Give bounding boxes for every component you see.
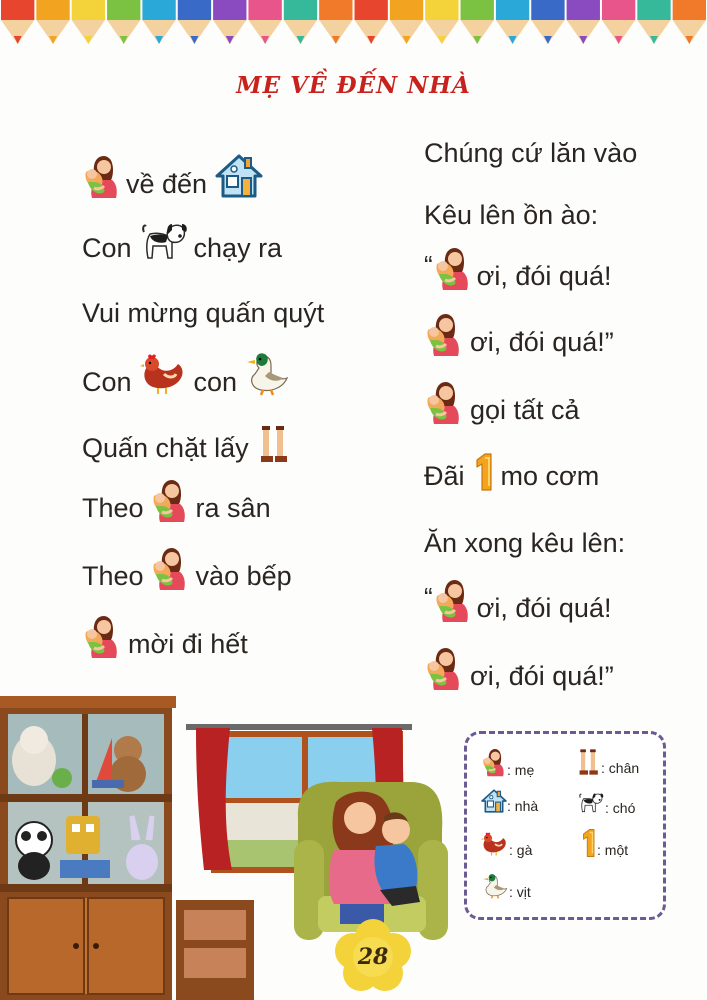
- poem-line-8: mời đi hết: [82, 612, 248, 660]
- pencil-lead: [226, 36, 234, 44]
- poem-line-3: Vui mừng quấn quýt: [82, 298, 325, 328]
- pencil-lead: [296, 36, 304, 44]
- duck-icon: [243, 346, 291, 398]
- mom-icon: [433, 244, 473, 292]
- legs-icon: [255, 424, 291, 464]
- number-one-icon: [579, 828, 597, 858]
- icon-legend: [464, 731, 666, 920]
- poem-line-r7: Ăn xong kêu lên:: [424, 528, 626, 558]
- mom-icon: [424, 644, 464, 692]
- pencil-lead: [685, 36, 693, 44]
- house-icon: [481, 788, 507, 814]
- pencil-body: [248, 0, 281, 20]
- legend-item-chan: : chân: [575, 748, 639, 776]
- pencil-lead: [403, 36, 411, 44]
- pencil-body: [531, 0, 564, 20]
- dog-icon: [577, 788, 605, 816]
- pencil-lead: [509, 36, 517, 44]
- pencil-body: [284, 0, 317, 20]
- mom-icon: [150, 544, 190, 592]
- house-icon: [215, 152, 263, 200]
- pencil-lead: [473, 36, 481, 44]
- page-number-badge: [334, 926, 412, 992]
- pencil-body: [36, 0, 69, 20]
- legend-item-ga: : gà: [481, 830, 532, 858]
- pencil-lead: [155, 36, 163, 44]
- legend-item-vit: : vịt: [481, 870, 531, 900]
- pencil-body: [602, 0, 635, 20]
- legend-item-mot: : một: [579, 828, 628, 858]
- legend-item-me: : mẹ: [481, 746, 534, 778]
- poem-line-r9: ơi, đói quá!”: [424, 644, 614, 692]
- pencil-body: [567, 0, 600, 20]
- pencil-lead: [14, 36, 22, 44]
- pencil-lead: [438, 36, 446, 44]
- pencil-lead: [49, 36, 57, 44]
- pencil-body: [355, 0, 388, 20]
- pencil-lead: [367, 36, 375, 44]
- poem-line-5: Quấn chặt lấy: [82, 424, 291, 464]
- pencil-body: [178, 0, 211, 20]
- pencil-body: [107, 0, 140, 20]
- poem-line-4: Con con: [82, 346, 291, 398]
- pencil-body: [461, 0, 494, 20]
- poem-line-2: Con chạy ra: [82, 216, 282, 264]
- poem-line-6: Theo ra sân: [82, 476, 271, 524]
- pencil-lead: [615, 36, 623, 44]
- pencil-body: [390, 0, 423, 20]
- pencil-body: [319, 0, 352, 20]
- mom-icon: [433, 576, 473, 624]
- pencil-lead: [120, 36, 128, 44]
- number-one-icon: [471, 452, 495, 492]
- pencil-lead: [332, 36, 340, 44]
- mom-icon: [424, 310, 464, 358]
- page-number: 28: [357, 944, 389, 970]
- mom-icon: [82, 612, 122, 660]
- mom-icon: [82, 152, 122, 200]
- mom-icon: [424, 378, 464, 426]
- poem-line-7: Theo vào bếp: [82, 544, 292, 592]
- pencil-lead: [650, 36, 658, 44]
- poem-line-r6: Đãi mo cơm: [424, 452, 599, 492]
- legend-item-nha: : nhà: [481, 788, 538, 814]
- chicken-icon: [140, 350, 188, 398]
- page-title: MẸ VỀ ĐẾN NHÀ: [236, 72, 471, 99]
- pencil-lead: [84, 36, 92, 44]
- pencil-body: [637, 0, 670, 20]
- poem-line-r8: “ ơi, đói quá!: [424, 576, 611, 624]
- dog-icon: [138, 216, 190, 264]
- duck-icon: [481, 870, 509, 900]
- pencil-body: [673, 0, 706, 20]
- pencil-border: [0, 0, 707, 60]
- poem-line-r1: Chúng cứ lăn vào: [424, 138, 638, 168]
- pencil-body: [1, 0, 34, 20]
- pencil-body: [425, 0, 458, 20]
- mom-icon: [481, 746, 507, 778]
- poem-line-r2: Kêu lên ồn ào:: [424, 200, 599, 230]
- chicken-icon: [481, 830, 509, 858]
- poem-line-1: về đến: [82, 152, 263, 200]
- pencil-body: [72, 0, 105, 20]
- poem-line-r5: gọi tất cả: [424, 378, 580, 426]
- legs-icon: [575, 748, 601, 776]
- pencil-lead: [261, 36, 269, 44]
- pencil-lead: [544, 36, 552, 44]
- poem-line-r4: ơi, đói quá!”: [424, 310, 614, 358]
- pencil-body: [142, 0, 175, 20]
- mom-icon: [150, 476, 190, 524]
- pencil-body: [213, 0, 246, 20]
- pencil-body: [496, 0, 529, 20]
- pencil-lead: [579, 36, 587, 44]
- pencil-lead: [190, 36, 198, 44]
- poem-line-r3: “ ơi, đói quá!: [424, 244, 611, 292]
- legend-item-cho: : chó: [577, 788, 635, 816]
